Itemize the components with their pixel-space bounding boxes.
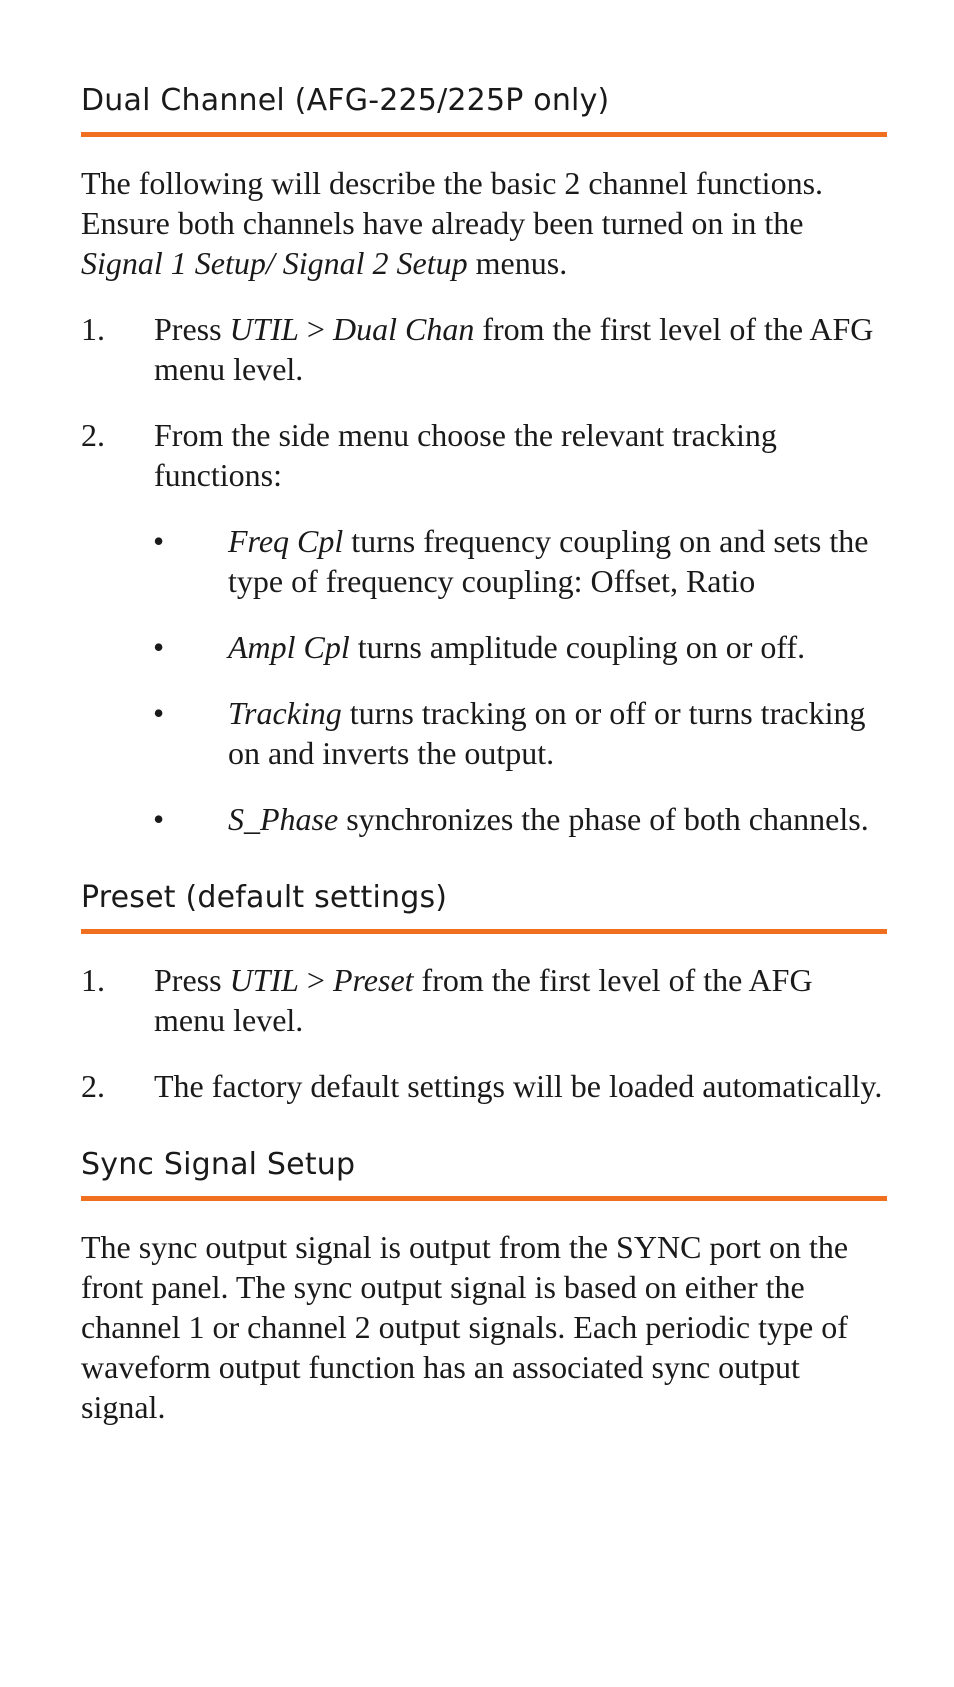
section-heading-dual-channel: Dual Channel (AFG-225/225P only) bbox=[81, 82, 887, 137]
sync-signal-body: The sync output signal is output from the SYNC port on the front panel. The sync output signal is based on either the channel 1 or channel 2 output signals. Each periodic type of waveform output function has an associated sync output signal. bbox=[81, 1229, 849, 1425]
step-number: 1. bbox=[81, 311, 105, 347]
step-number: 1. bbox=[81, 962, 105, 998]
list-item: • Ampl Cpl turns amplitude coupling on or off. bbox=[153, 629, 806, 665]
preset-steps bbox=[81, 960, 887, 1106]
dual-channel-steps bbox=[81, 309, 887, 839]
bullet-icon: • bbox=[153, 695, 165, 731]
step-number: 2. bbox=[81, 417, 105, 453]
step-item: 1. Press UTIL > Dual Chan from the first level of the AFG menu level. bbox=[81, 311, 874, 387]
tracking-functions-list bbox=[154, 521, 887, 839]
step-item: 1. Press UTIL > Preset from the first level of the AFG menu level. bbox=[81, 962, 813, 1038]
list-item: • Freq Cpl turns frequency coupling on and sets the type of frequency coupling: Offset, Ratio bbox=[153, 523, 869, 599]
manual-page bbox=[81, 0, 887, 1427]
step-item: 2. The factory default settings will be loaded automatically. bbox=[81, 1068, 883, 1104]
step-number: 2. bbox=[81, 1068, 105, 1104]
bullet-icon: • bbox=[153, 629, 165, 665]
list-item: • S_Phase synchronizes the phase of both channels. bbox=[153, 801, 869, 837]
dual-channel-intro: The following will describe the basic 2 channel functions. Ensure both channels have already been turned on in the Signal 1 Setup/ Signal 2 Setup menus. bbox=[81, 165, 824, 281]
list-item: • Tracking turns tracking on or off or turns tracking on and inverts the output. bbox=[153, 695, 866, 771]
section-heading-sync-signal: Sync Signal Setup bbox=[81, 1146, 887, 1201]
step-item: 2. From the side menu choose the relevant tracking functions: • Freq Cpl turns frequency coupling on and sets the type of frequency coupling: Offset, Ratio • Ampl Cpl turns amplitude coupling on or off. • Tracking turns tracking on or off or turns tracking on and inverts the output. • S_Phase synchronizes the phase of both channels. bbox=[81, 415, 887, 839]
bullet-icon: • bbox=[153, 801, 165, 837]
section-heading-preset: Preset (default settings) bbox=[81, 879, 887, 934]
bullet-icon: • bbox=[153, 523, 165, 559]
